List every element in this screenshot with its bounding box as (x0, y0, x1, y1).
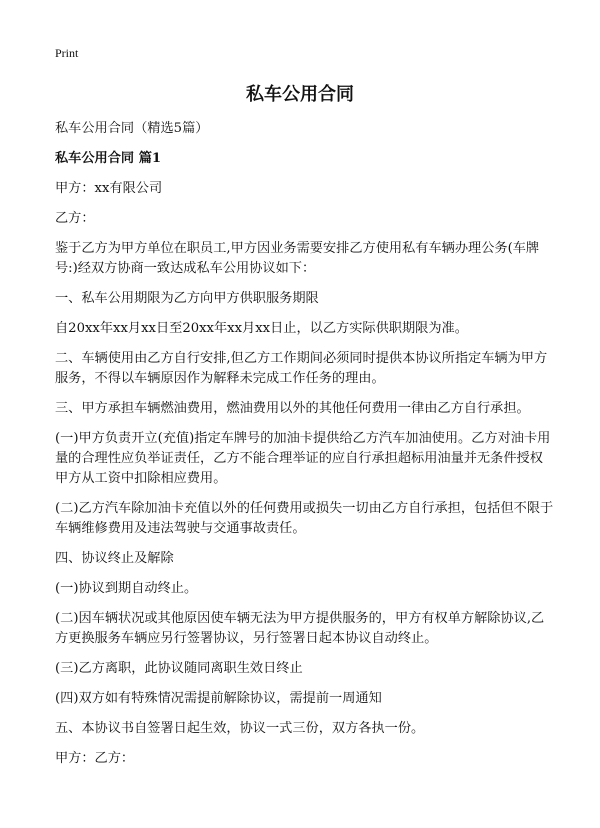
document-body (55, 119, 555, 779)
clause-4-item-1: (一)协议到期自动终止。 (55, 581, 198, 596)
clause-4-item-4: (四)双方如有特殊情况需提前解除协议，需提前一周通知 (55, 691, 382, 706)
party-a: 甲方：xx有限公司 (55, 181, 163, 196)
clause-1: 一、私车公用期限为乙方向甲方供职服务期限 (55, 291, 319, 306)
clause-3: 三、甲方承担车辆燃油费用，燃油费用以外的其他任何费用一律由乙方自行承担。 (55, 401, 530, 416)
clause-3-item-1: (一)甲方负责开立(充值)指定车牌号的加油卡提供给乙方汽车加油使用。乙方对油卡用量的合理性应负举证责任，乙方不能合理举证的应自行承担超标用油量并无条件授权甲方从工资中扣除相应费用。 (55, 431, 551, 486)
subtitle: 私车公用合同（精选5篇） (55, 121, 209, 136)
clause-5: 五、本协议书自签署日起生效，协议一式三份，双方各执一份。 (55, 721, 425, 736)
page-title: 私车公用合同 (246, 84, 354, 105)
clause-4-item-2: (二)因车辆状况或其他原因使车辆无法为甲方提供服务的，甲方有权单方解除协议,乙方更换服务车辆应另行签署协议，另行签署日起本协议自动终止。 (55, 611, 545, 646)
clause-1-term: 自20xx年xx月xx日至20xx年xx月xx日止，以乙方实际供职期限为准。 (55, 321, 468, 336)
signature-line: 甲方：乙方： (55, 751, 135, 766)
preamble: 鉴于乙方为甲方单位在职员工,甲方因业务需要安排乙方使用私有车辆办理公务(车牌号:)经双方协商一致达成私车公用协议如下： (55, 241, 540, 276)
clause-4-item-3: (三)乙方离职，此协议随同离职生效日终止 (55, 661, 303, 676)
clause-2: 二、车辆使用由乙方自行安排,但乙方工作期间必须同时提供本协议所指定车辆为甲方服务，不得以车辆原因作为解释未完成工作任务的理由。 (55, 351, 548, 386)
clause-4: 四、协议终止及解除 (55, 551, 174, 566)
print-link[interactable]: Print (55, 46, 79, 60)
clause-3-item-2: (二)乙方汽车除加油卡充值以外的任何费用或损失一切由乙方自行承担，包括但不限于车辆维修费用及违法驾驶与交通事故责任。 (55, 501, 554, 536)
party-b: 乙方： (55, 211, 95, 226)
section-heading: 私车公用合同 篇1 (55, 151, 162, 166)
